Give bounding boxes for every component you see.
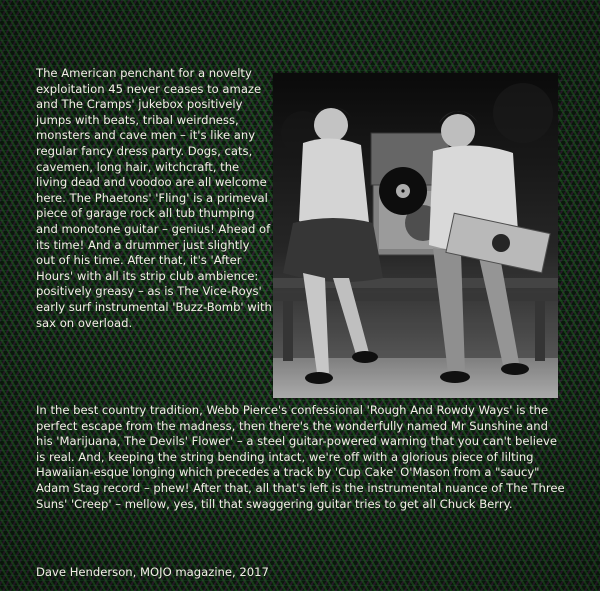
review-credit: Dave Henderson, MOJO magazine, 2017 [36, 565, 269, 579]
vintage-photo-couple-with-records [273, 73, 558, 398]
photo-illustration [273, 73, 558, 398]
review-paragraph-2: In the best country tradition, Webb Pierce's confessional 'Rough And Rowdy Ways' is the perfect escape from the madness, then there's the wonderfully named Mr Sunshine and his 'Marijuana, The Devils' Flower' – a steel guitar-powered warning that you can't believe is real. And, keeping the string bending intact, we're off with a glorious piece of lilting Hawaiian-esque longing which precedes a track by 'Cup Cake' O'Mason from a "saucy" Adam Stag record – phew! After that, all that's left is the instrumental nuance of The Three Suns' 'Creep' – mellow, yes, till that swaggering guitar tries to get all Chuck Berry. [36, 403, 565, 511]
review-paragraph-1: The American penchant for a novelty exploitation 45 never ceases to amaze and The Cramps' jukebox positively jumps with beats, tribal weirdness, monsters and cave men – it's like any regular fancy dress party. Dogs, cats, cavemen, long hair, witchcraft, the living dead and voodoo are all welcome here. The Phaetons' 'Fling' is a primeval piece of garage rock all tub thumping and monotone guitar – genius! Ahead of its time! And a drummer just slightly out of his time. After that, it's 'After Hours' with all its strip club ambience: positively greasy – as is The Vice-Roys' early surf instrumental 'Buzz-Bomb' with sax on overload. [36, 66, 272, 330]
